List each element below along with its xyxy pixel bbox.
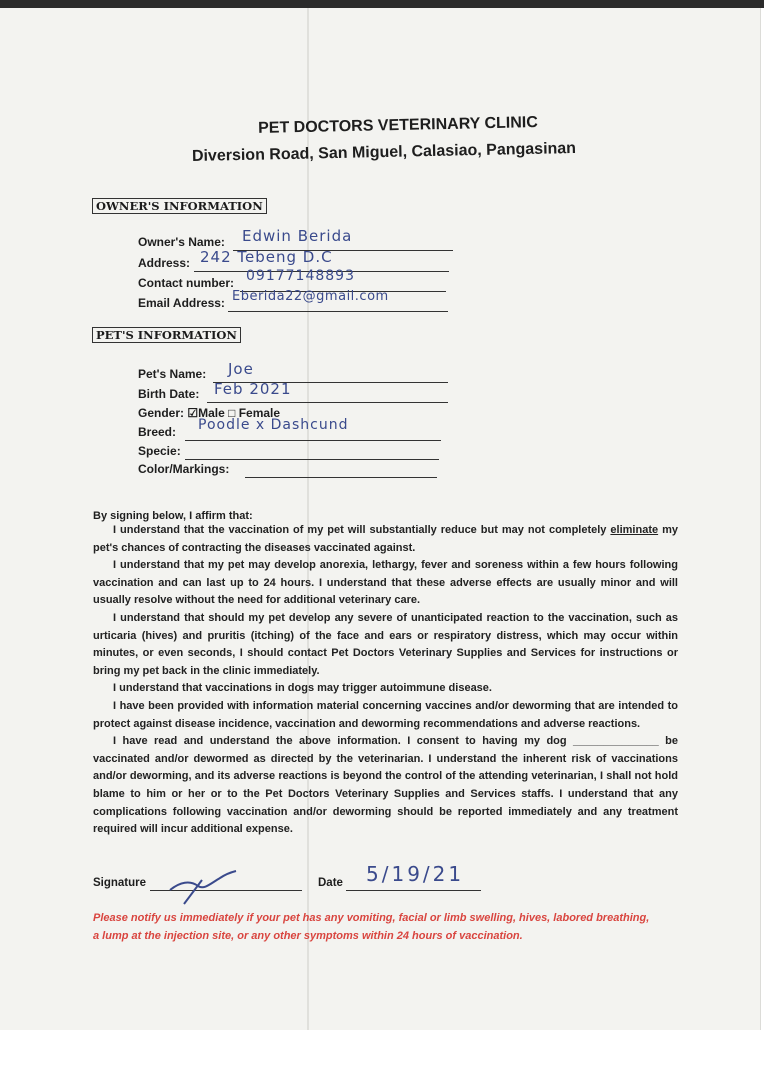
affirm-p1: I understand that the vaccination of my pet will substantially reduce but may not completely eliminate my pet's chances of contracting the diseases vaccinated against. [93,524,678,554]
email-label: Email Address: [138,296,225,310]
breed-line [185,440,441,441]
address-value: 242 Tebeng D.C [200,248,333,266]
contact-label: Contact number: [138,276,234,290]
email-value: Eberida22@gmail.com [232,289,389,304]
email-line [228,311,448,312]
affirm-p2: I understand that my pet may develop anorexia, lethargy, fever and soreness within a few hours following vaccination and can last up to 24 hours. I understand that these adverse effects are usually minor and will usually resolve without the need for additional veterinary care. [93,559,678,607]
warning-note: Please notify us immediately if your pet has any vomiting, facial or limb swelling, hives, labored breathing, a lump at the injection site, or any other symptoms within 24 hours of vaccination. [93,912,650,942]
clinic-name: PET DOCTORS VETERINARY CLINIC [257,114,538,137]
owner-section-heading: OWNER'S INFORMATION [92,198,267,214]
pet-name-value: Joe [228,360,254,378]
date-label: Date [318,877,343,889]
breed-value: Poodle x Dashcund [198,417,349,433]
affirm-p4: I understand that vaccinations in dogs may trigger autoimmune disease. [113,682,492,695]
affirm-p3: I understand that should my pet develop any severe of unanticipated reaction to the vaccination, such as urticaria (hives) and pruritis (itching) of the face and ears or respiratory distress, which may occur within minutes, or even seconds, I should contact Pet Doctors Veterinary Supplies and Services for instructions or bring my pet back in the clinic immediately. [93,611,678,677]
specie-label: Specie: [138,444,181,458]
contact-value: 09177148893 [246,268,355,284]
owner-name-value: Edwin Berida [242,227,353,245]
clinic-address: Diversion Road, San Miguel, Calasiao, Pangasinan [191,139,577,166]
affirm-p5: I have been provided with information material concerning vaccines and/or deworming that are intended to protect against disease incidence, vaccination and deworming recommendations and adverse reactions. [93,699,678,730]
signature-label: Signature [93,877,147,889]
scan-top-edge [0,0,764,8]
color-markings-line [245,477,437,478]
affirm-paragraphs [93,522,678,839]
birth-date-label: Birth Date: [138,387,200,401]
gender-field: Gender: ☑Male □ Female [138,406,281,420]
birth-date-value: Feb 2021 [214,380,292,398]
address-label: Address: [138,256,191,270]
affirm-p6: I have read and understand the above information. I consent to having my dog ______________ be vaccinated and/or dewormed as directed by the veterinarian. I understand the inherent risk of vaccinations and/or deworming, and its adverse reactions is beyond the control of the attending veterinarian, I shall not hold blame to him or her or to the Pet Doctors Veterinary Supplies and Services staffs. I understand that any complications following vaccination and/or deworming should be reported immediately and any treatment required will incur additional expense. [93,735,678,836]
birth-date-line [207,402,448,403]
signature-scribble [160,862,240,906]
pet-section-heading: PET'S INFORMATION [92,327,241,343]
breed-label: Breed: [138,425,177,439]
date-value: 5/19/21 [366,862,465,886]
pet-name-label: Pet's Name: [138,367,207,381]
color-markings-label: Color/Markings: [138,462,230,476]
owner-name-label: Owner's Name: [138,235,225,249]
eliminate-word: eliminate [610,524,659,536]
specie-line [185,459,439,460]
date-line [346,890,481,891]
affirm-heading: By signing below, I affirm that: [93,510,253,522]
